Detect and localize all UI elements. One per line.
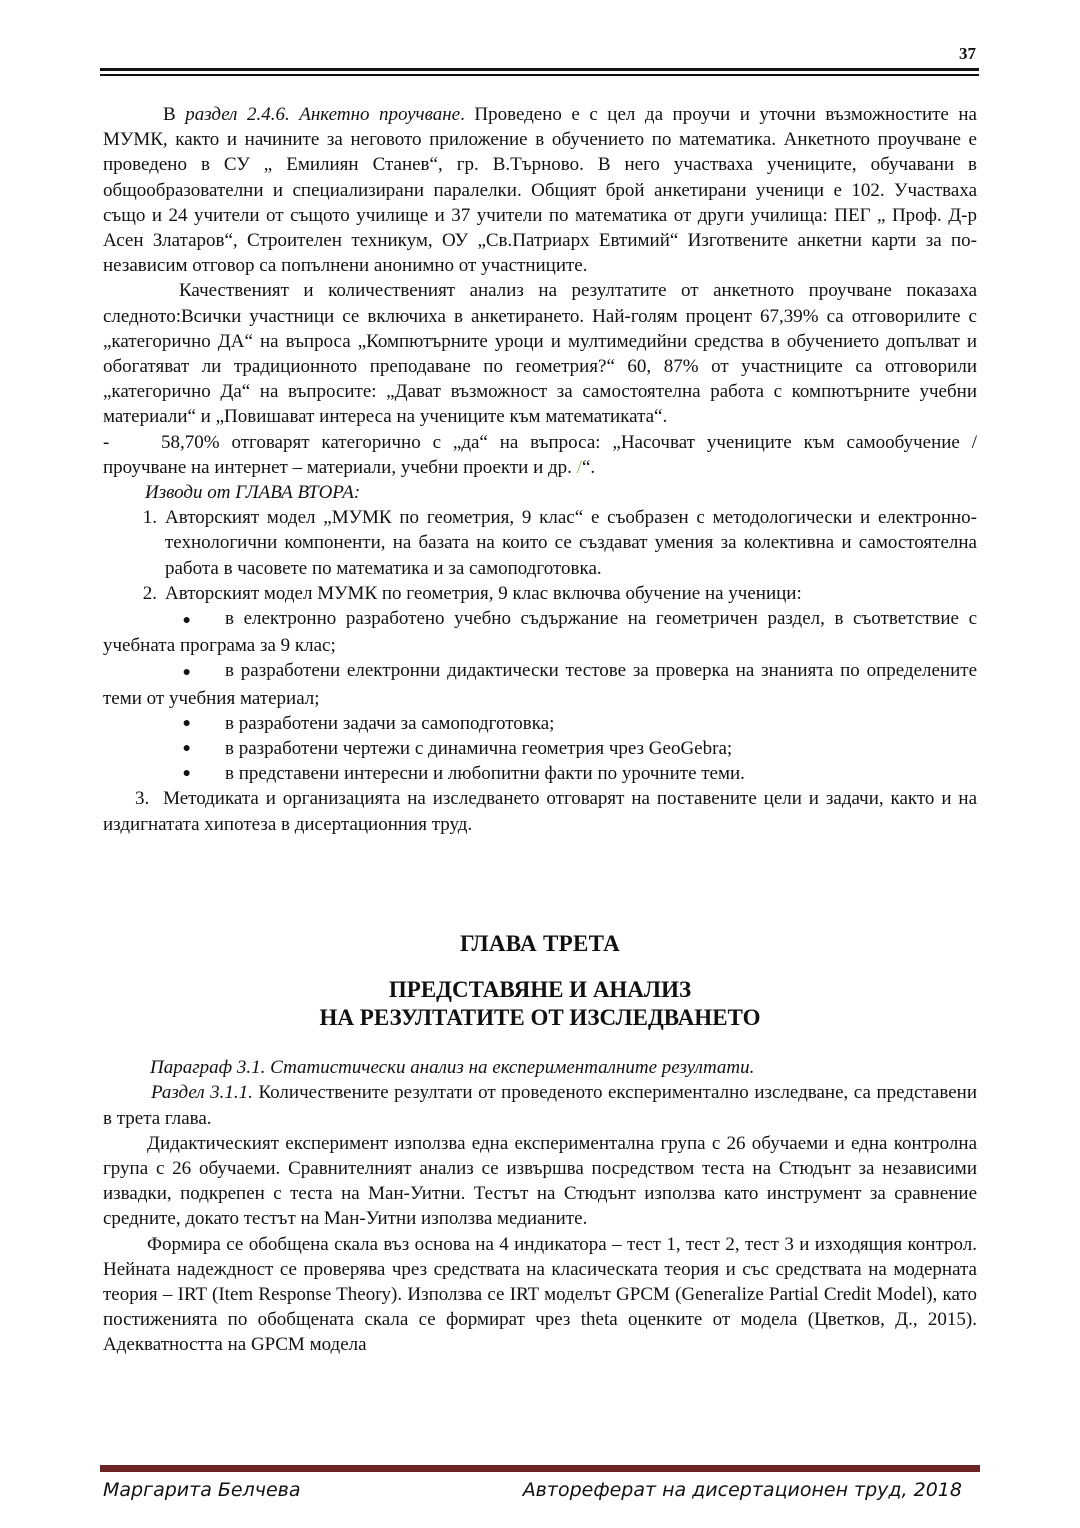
footer-author: Маргарита Белчева <box>103 1479 301 1501</box>
chapter-title: ГЛАВА ТРЕТА <box>460 930 620 956</box>
text-run: . Проведено е с цел да проучи и уточни възможностите на МУМК, както и начините за неговото приложение в обучението по математика. Анкетното проучване е проведено в СУ <box>103 104 977 176</box>
bullet-item <box>103 606 977 658</box>
bullet-text: в разработени електронни дидактически тестове за проверка на знанията по определените теми от учебния материал; <box>103 660 977 709</box>
text-run: Количествените резултати от проведеното експериментално изследване, са представени в трета глава. <box>103 1082 977 1129</box>
footer-doc-title: Автореферат на дисертационен труд, 2018 <box>522 1479 962 1501</box>
item-text: Авторският модел МУМК по геометрия, 9 клас включва обучение на ученици: <box>165 582 802 604</box>
paragraph-section <box>103 1080 977 1130</box>
text-run: 58,70% отговарят категорично с „да“ на въпроса: „Насочват учениците към самообучение /проучване на интернет – материали, учебни проекти и др. <box>103 431 977 478</box>
page-number: 37 <box>959 44 976 63</box>
paragraph-title: Параграф 3.1. Статистически анализ на експерименталните резултати. <box>150 1057 755 1079</box>
paragraph-scale: Формира се обобщена скала въз основа на 4 индикатора – тест 1, тест 2, тест 3 и изходящия контрол. Нейната надеждност се проверява чрез средствата на класическата теория и със средствата на модерната теория – IRT (Item Response Theory). Използва се IRT моделът GPCM (Generalize Partial Credit Model), като постиженията по обобщената скала се формират чрез theta оценките от модела (Цветков, Д., 2015). Адекватността на GPCM модела <box>103 1233 977 1356</box>
item-number: 1. <box>142 507 157 529</box>
text-run: “. <box>581 456 596 478</box>
item-text: Авторският модел „МУМК по геометрия, 9 клас“ е съобразен с методологически и електронно-технологични компоненти, на базата на които се създават умения за колективна и самостоятелна работа в часовете по математика и за самоподготовка. <box>165 507 977 579</box>
bullet-icon: ● <box>182 741 191 757</box>
numbered-item-3 <box>103 786 977 836</box>
bullet-text: в представени интересни и любопитни факти по урочните теми. <box>225 763 745 785</box>
bullet-item <box>103 736 977 761</box>
paragraph-survey <box>103 102 977 278</box>
bullet-icon: ● <box>182 715 191 731</box>
dash-text <box>103 430 977 480</box>
conclusions-title: Изводи от ГЛАВА ВТОРА: <box>145 482 361 504</box>
text-run: Емилиян Станев“, гр. В.Търново. В него участваха учениците, обучавани в общообразователни и специализирани паралелки. Общият брой анкетирани ученици е 102. Участваха също и 24 учители от същото училище и 37 учители по математика от други училища: ПЕГ „ Проф. Д-р Асен Златаров“, Строителен техникум, ОУ „Св.Патриарх Евтимий“ Изготвените анкетни карти за по-независим отговор са попълнени анонимно от участниците. <box>103 154 977 277</box>
bullet-icon: ● <box>182 766 191 782</box>
chapter-subtitle-line: НА РЕЗУЛТАТИТЕ ОТ ИЗСЛЕДВАНЕТО <box>319 1005 761 1031</box>
bullet-item <box>103 711 977 736</box>
paragraph-dash <box>103 430 977 480</box>
chapter-subtitle-line: ПРЕДСТАВЯНЕ И АНАЛИЗ <box>388 977 692 1003</box>
bullet-text: в разработени чертежи с динамична геометрия чрез GeoGebra; <box>225 738 733 760</box>
section-reference: Раздел 3.1.1. <box>151 1082 253 1104</box>
paragraph-analysis: Качественият и количественият анализ на резултатите от анкетното проучване показаха следното:Всички участници се включиха в анкетирането. Най-голям процент 67,39% са отговорилите с „категорично ДА“ на въпроса „Компютърните уроци и мултимедийни средства в обучението допълват и обогатяват ли традиционното преподаване по геометрия?“ 60, 87% от участниците са отговорили „категорично Да“ на въпросите: „Дават възможност за самостоятелна работа с компютърните учебни материали“ и „Повишават интереса на учениците към математиката“. <box>103 280 977 428</box>
page-body <box>103 102 977 1358</box>
quote-mark: „ <box>263 154 273 176</box>
chapter-subtitle <box>103 976 977 1032</box>
item-text: Методиката и организацията на изследването отговарят на поставените цели и задачи, както и на издигнатата хипотеза в дисертационния труд. <box>103 788 978 835</box>
footer-rule <box>100 1465 980 1472</box>
dash-marker: - <box>103 431 110 453</box>
green-slash: / <box>576 456 582 478</box>
item-number: 2. <box>142 582 157 604</box>
header-rule <box>100 68 979 71</box>
section-reference: раздел 2.4.6. Анкетно проучване <box>185 104 461 125</box>
bullet-item <box>103 658 977 710</box>
bullet-item <box>103 761 977 786</box>
numbered-item-1 <box>103 505 977 581</box>
text-run: В <box>163 104 186 125</box>
bullet-text: в електронно разработено учебно съдържание на геометричен раздел, в съответствие с учебната програма за 9 клас; <box>103 608 977 657</box>
bullet-icon: ● <box>182 665 191 681</box>
header-rule-thin <box>100 74 979 76</box>
bullet-icon: ● <box>182 613 191 629</box>
numbered-item-2 <box>103 581 977 606</box>
bullet-text: в разработени задачи за самоподготовка; <box>225 712 555 734</box>
item-number: 3. <box>135 788 150 810</box>
paragraph-experiment: Дидактическият експеримент използва една експериментална група с 26 обучаеми и една контролна група с 26 обучаеми. Сравнителният анализ се извършва посредством теста на Стюдънт за независими извадки, подкрепен с теста на Ман-Уитни. Тестът на Стюдънт използва като инструмент за сравнение средните, докато тестът на Ман-Уитни използва медианите. <box>103 1132 977 1230</box>
